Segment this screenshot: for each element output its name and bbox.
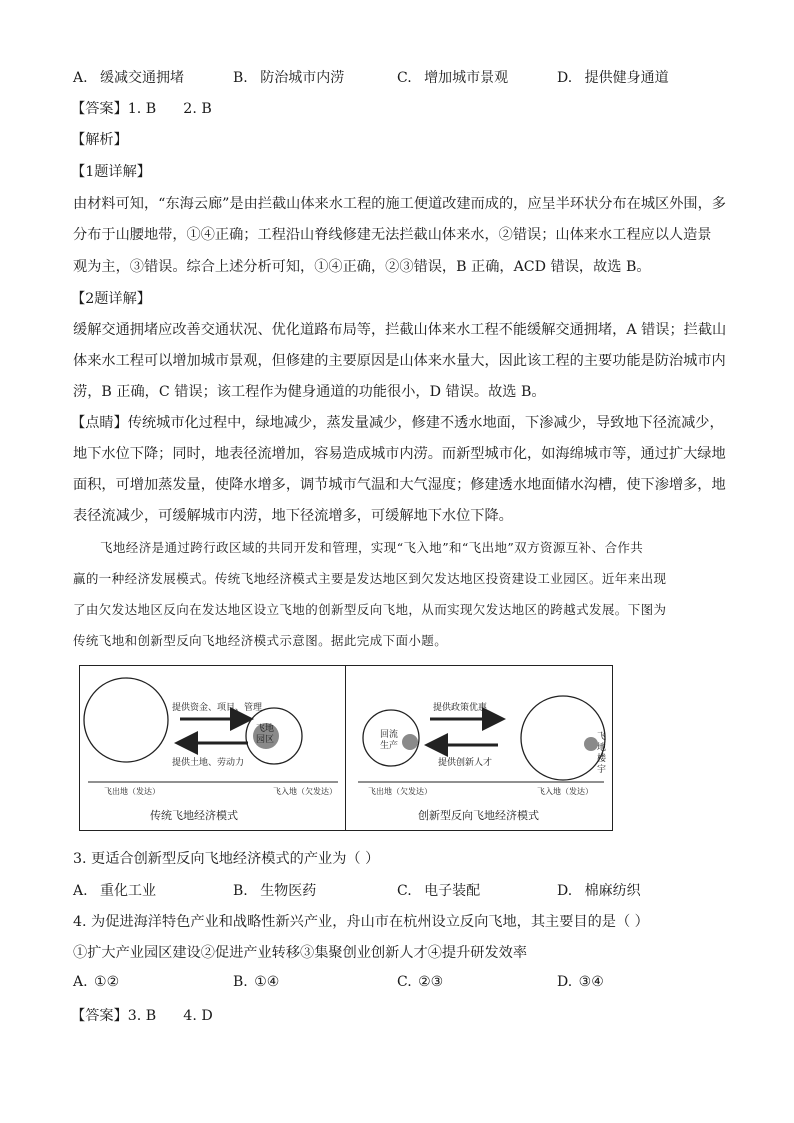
right-origin-ground-label: 飞出地（欠发达） bbox=[368, 787, 432, 796]
left-bottom-arrow-label: 提供土地、劳动力 bbox=[172, 758, 245, 768]
prev-option-b bbox=[233, 67, 344, 87]
detail2-line: 缓解交通拥堵应改善交通状况、优化道路布局等，拦截山体来水工程不能缓解交通拥堵，A 错误；拦截山 bbox=[73, 322, 727, 338]
prev-option-c bbox=[397, 67, 508, 87]
enclave-economy-figure bbox=[79, 665, 613, 831]
comment-line: 表径流减少，可缓解城市内涝，地下径流增多，可缓解地下水位下降。 bbox=[73, 508, 513, 524]
option-letter: D. bbox=[557, 70, 573, 86]
detail1-line: 由材料可知，“东海云廊”是由拦截山体来水工程的施工便道改建而成的，应呈半环状分布在城区外围，多 bbox=[73, 196, 726, 212]
option-letter: C. bbox=[397, 883, 412, 899]
q3-option-b bbox=[233, 880, 316, 900]
option-text: 电子装配 bbox=[424, 883, 481, 899]
enclave-building-dot bbox=[584, 737, 598, 751]
detail2-line: 涝，B 正确，C 错误；该工程作为健身通道的功能很小，D 错误。故选 B。 bbox=[73, 384, 546, 400]
passage-line: 了由欠发达地区反向在发达地区设立飞地的创新型反向飞地，从而实现欠发达地区的跨越式发展。下图为 bbox=[73, 602, 667, 617]
detail1-heading: 【1题详解】 bbox=[71, 164, 151, 180]
comment-text: 传统城市化过程中，绿地减少，蒸发量减少，修建不透水地面，下渗减少，导致地下径流减少， bbox=[127, 415, 724, 431]
option-letter: C. bbox=[397, 974, 412, 990]
option-text: 提供健身通道 bbox=[584, 70, 669, 86]
option-letter: C. bbox=[397, 70, 412, 86]
left-figure-title: 传统飞地经济模式 bbox=[150, 809, 238, 822]
q4-stem: 4. 为促进海洋特色产业和战略性新兴产业，舟山市在杭州设立反向飞地，其主要目的是（ ） bbox=[73, 914, 649, 930]
option-text: ③④ bbox=[578, 974, 604, 990]
left-origin-ground-label: 飞出地（发达） bbox=[104, 787, 160, 796]
q3-option-d bbox=[557, 880, 641, 900]
q4-statements: ①扩大产业园区建设②促进产业转移③集聚创业创新人才④提升研发效率 bbox=[73, 945, 528, 961]
comment-line: 地下水位下降；同时，地表径流增加，容易造成城市内涝。而新型城市化，如海绵城市等，通过扩大绿地 bbox=[73, 446, 726, 462]
option-text: 重化工业 bbox=[100, 883, 157, 899]
option-text: 防治城市内涝 bbox=[260, 70, 345, 86]
option-letter: B. bbox=[233, 883, 248, 899]
answer-line-2 bbox=[71, 1005, 213, 1025]
detail1-line: 观为主，③错误。综合上述分析可知，①④正确，②③错误，B 正确，ACD 错误，故选 B。 bbox=[73, 259, 651, 275]
option-letter: D. bbox=[557, 974, 573, 990]
answer-line-1 bbox=[71, 98, 212, 118]
comment-tag: 【点睛】 bbox=[71, 415, 128, 431]
right-bottom-arrow-label: 提供创新人才 bbox=[438, 758, 493, 768]
q4-option-d bbox=[557, 974, 604, 990]
right-destination-ground-label: 飞入地（发达） bbox=[537, 787, 593, 796]
option-text: ①② bbox=[94, 974, 120, 990]
option-letter: B. bbox=[233, 974, 248, 990]
detail2-line: 体来水工程可以增加城市景观，但修建的主要原因是山体来水量大，因此该工程的主要功能是防治城市内 bbox=[73, 353, 726, 369]
comment-first-line bbox=[71, 412, 724, 432]
return-production-label: 回流生产 bbox=[380, 730, 399, 751]
return-production-dot bbox=[402, 734, 418, 750]
passage-line: 赢的一种经济发展模式。传统飞地经济模式主要是发达地区到欠发达地区投资建设工业园区。近年来出现 bbox=[73, 571, 667, 586]
option-letter: A. bbox=[73, 70, 88, 86]
option-text: ①④ bbox=[254, 974, 280, 990]
origin-circle bbox=[84, 678, 168, 762]
analysis-tag: 【解析】 bbox=[71, 132, 128, 148]
answer-text: 1. B 2. B bbox=[127, 101, 212, 117]
option-letter: B. bbox=[233, 70, 248, 86]
q4-option-a bbox=[73, 974, 119, 990]
option-letter: D. bbox=[557, 883, 573, 899]
left-destination-ground-label: 飞入地（欠发达） bbox=[273, 787, 337, 796]
option-text: 棉麻纺织 bbox=[584, 883, 641, 899]
left-top-arrow-label: 提供资金、项目、管理 bbox=[172, 703, 263, 713]
right-top-arrow-label: 提供政策优惠 bbox=[433, 703, 488, 713]
detail2-heading: 【2题详解】 bbox=[71, 291, 151, 307]
option-text: ②③ bbox=[418, 974, 444, 990]
option-letter: A. bbox=[73, 883, 88, 899]
detail1-line: 分布于山腰地带，①④正确；工程沿山脊线修建无法拦截山体来水，②错误；山体来水工程应以人造景 bbox=[73, 227, 712, 243]
q3-stem: 3. 更适合创新型反向飞地经济模式的产业为（ ） bbox=[73, 851, 380, 867]
prev-option-d bbox=[557, 67, 669, 87]
q3-option-a bbox=[73, 880, 156, 900]
option-text: 增加城市景观 bbox=[424, 70, 509, 86]
option-text: 缓减交通拥堵 bbox=[100, 70, 185, 86]
comment-line: 面积，可增加蒸发量，使降水增多，调节城市气温和大气湿度；修建透水地面储水沟槽，使下渗增多，地 bbox=[73, 477, 726, 493]
enclave-building-label: 飞地楼宇 bbox=[597, 732, 607, 775]
answer-tag: 【答案】 bbox=[71, 101, 128, 117]
right-figure-title: 创新型反向飞地经济模式 bbox=[418, 809, 539, 822]
answer-tag: 【答案】 bbox=[71, 1008, 128, 1024]
q3-option-c bbox=[397, 880, 480, 900]
passage-line: 传统飞地和创新型反向飞地经济模式示意图。据此完成下面小题。 bbox=[73, 633, 448, 648]
enclave-park-label: 飞地园区 bbox=[256, 724, 275, 745]
option-letter: A. bbox=[73, 974, 88, 990]
passage-line: 飞地经济是通过跨行政区域的共同开发和管理，实现“飞入地”和“飞出地”双方资源互补、合作共 bbox=[100, 540, 644, 555]
q4-option-b bbox=[233, 974, 279, 990]
q4-option-c bbox=[397, 974, 443, 990]
prev-option-a bbox=[73, 67, 184, 87]
answer-text: 3. B 4. D bbox=[127, 1008, 213, 1024]
option-text: 生物医药 bbox=[260, 883, 317, 899]
